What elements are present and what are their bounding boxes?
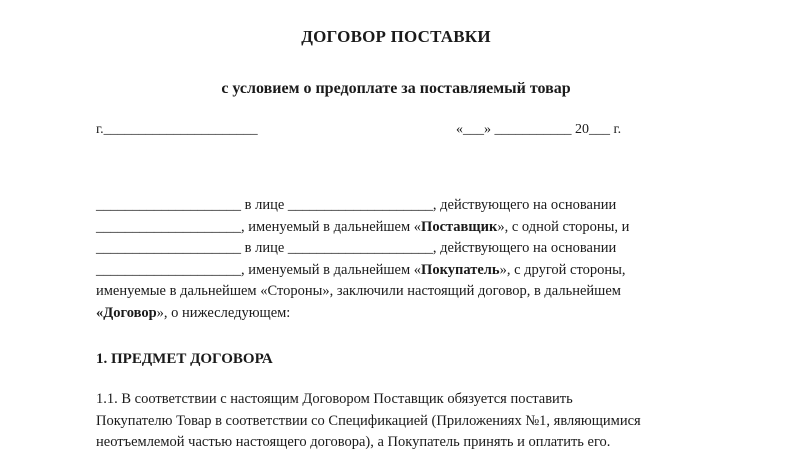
parties-line-2 <box>96 219 696 241</box>
parties-text: », с одной стороны, и <box>497 218 630 235</box>
city-field: г.______________________ <box>96 122 258 137</box>
document-title: ДОГОВОР ПОСТАВКИ <box>301 27 491 46</box>
parties-line-3 <box>96 240 696 262</box>
contract-term-text: Договор <box>103 304 157 321</box>
clause-1-1 <box>96 391 736 456</box>
parties-text: ____________________, именуемый в дальнейшем « <box>96 218 422 235</box>
supplier-term: Поставщик <box>421 218 498 235</box>
parties-text: ____________________ в лице ____________________, действующего на основании <box>96 240 617 256</box>
parties-text: ____________________ в лице ____________________, действующего на основании <box>96 197 617 213</box>
parties-text: именуемые в дальнейшем «Стороны», заключили настоящий договор, в дальнейшем <box>96 283 621 299</box>
clause-line-2: Покупателю Товар в соответствии со Спецификацией (Приложениях №1, являющимися <box>96 412 641 429</box>
parties-text: », о нижеследующем: <box>156 304 291 321</box>
section-heading: 1. ПРЕДМЕТ ДОГОВОРА <box>96 351 273 367</box>
buyer-term: Покупатель <box>421 261 500 278</box>
document-subtitle: с условием о предоплате за поставляемый товар <box>221 80 571 97</box>
contract-term <box>96 305 157 321</box>
parties-line-1 <box>96 197 696 219</box>
parties-line-5 <box>96 283 696 305</box>
date-field: «___» ___________ 20___ г. <box>456 122 622 137</box>
clause-line-1: 1.1. В соответствии с настоящим Договором Поставщик обязуется поставить <box>96 391 573 407</box>
parties-line-4 <box>96 262 696 284</box>
clause-line-3: неотъемлемой частью настоящего договора), а Покупатель принять и оплатить его. <box>96 434 611 450</box>
parties-line-6 <box>96 305 696 327</box>
parties-text: ____________________, именуемый в дальнейшем « <box>96 261 422 278</box>
quote-open: « <box>96 304 104 321</box>
parties-text: », с другой стороны, <box>499 261 626 278</box>
parties-paragraph <box>96 197 696 326</box>
